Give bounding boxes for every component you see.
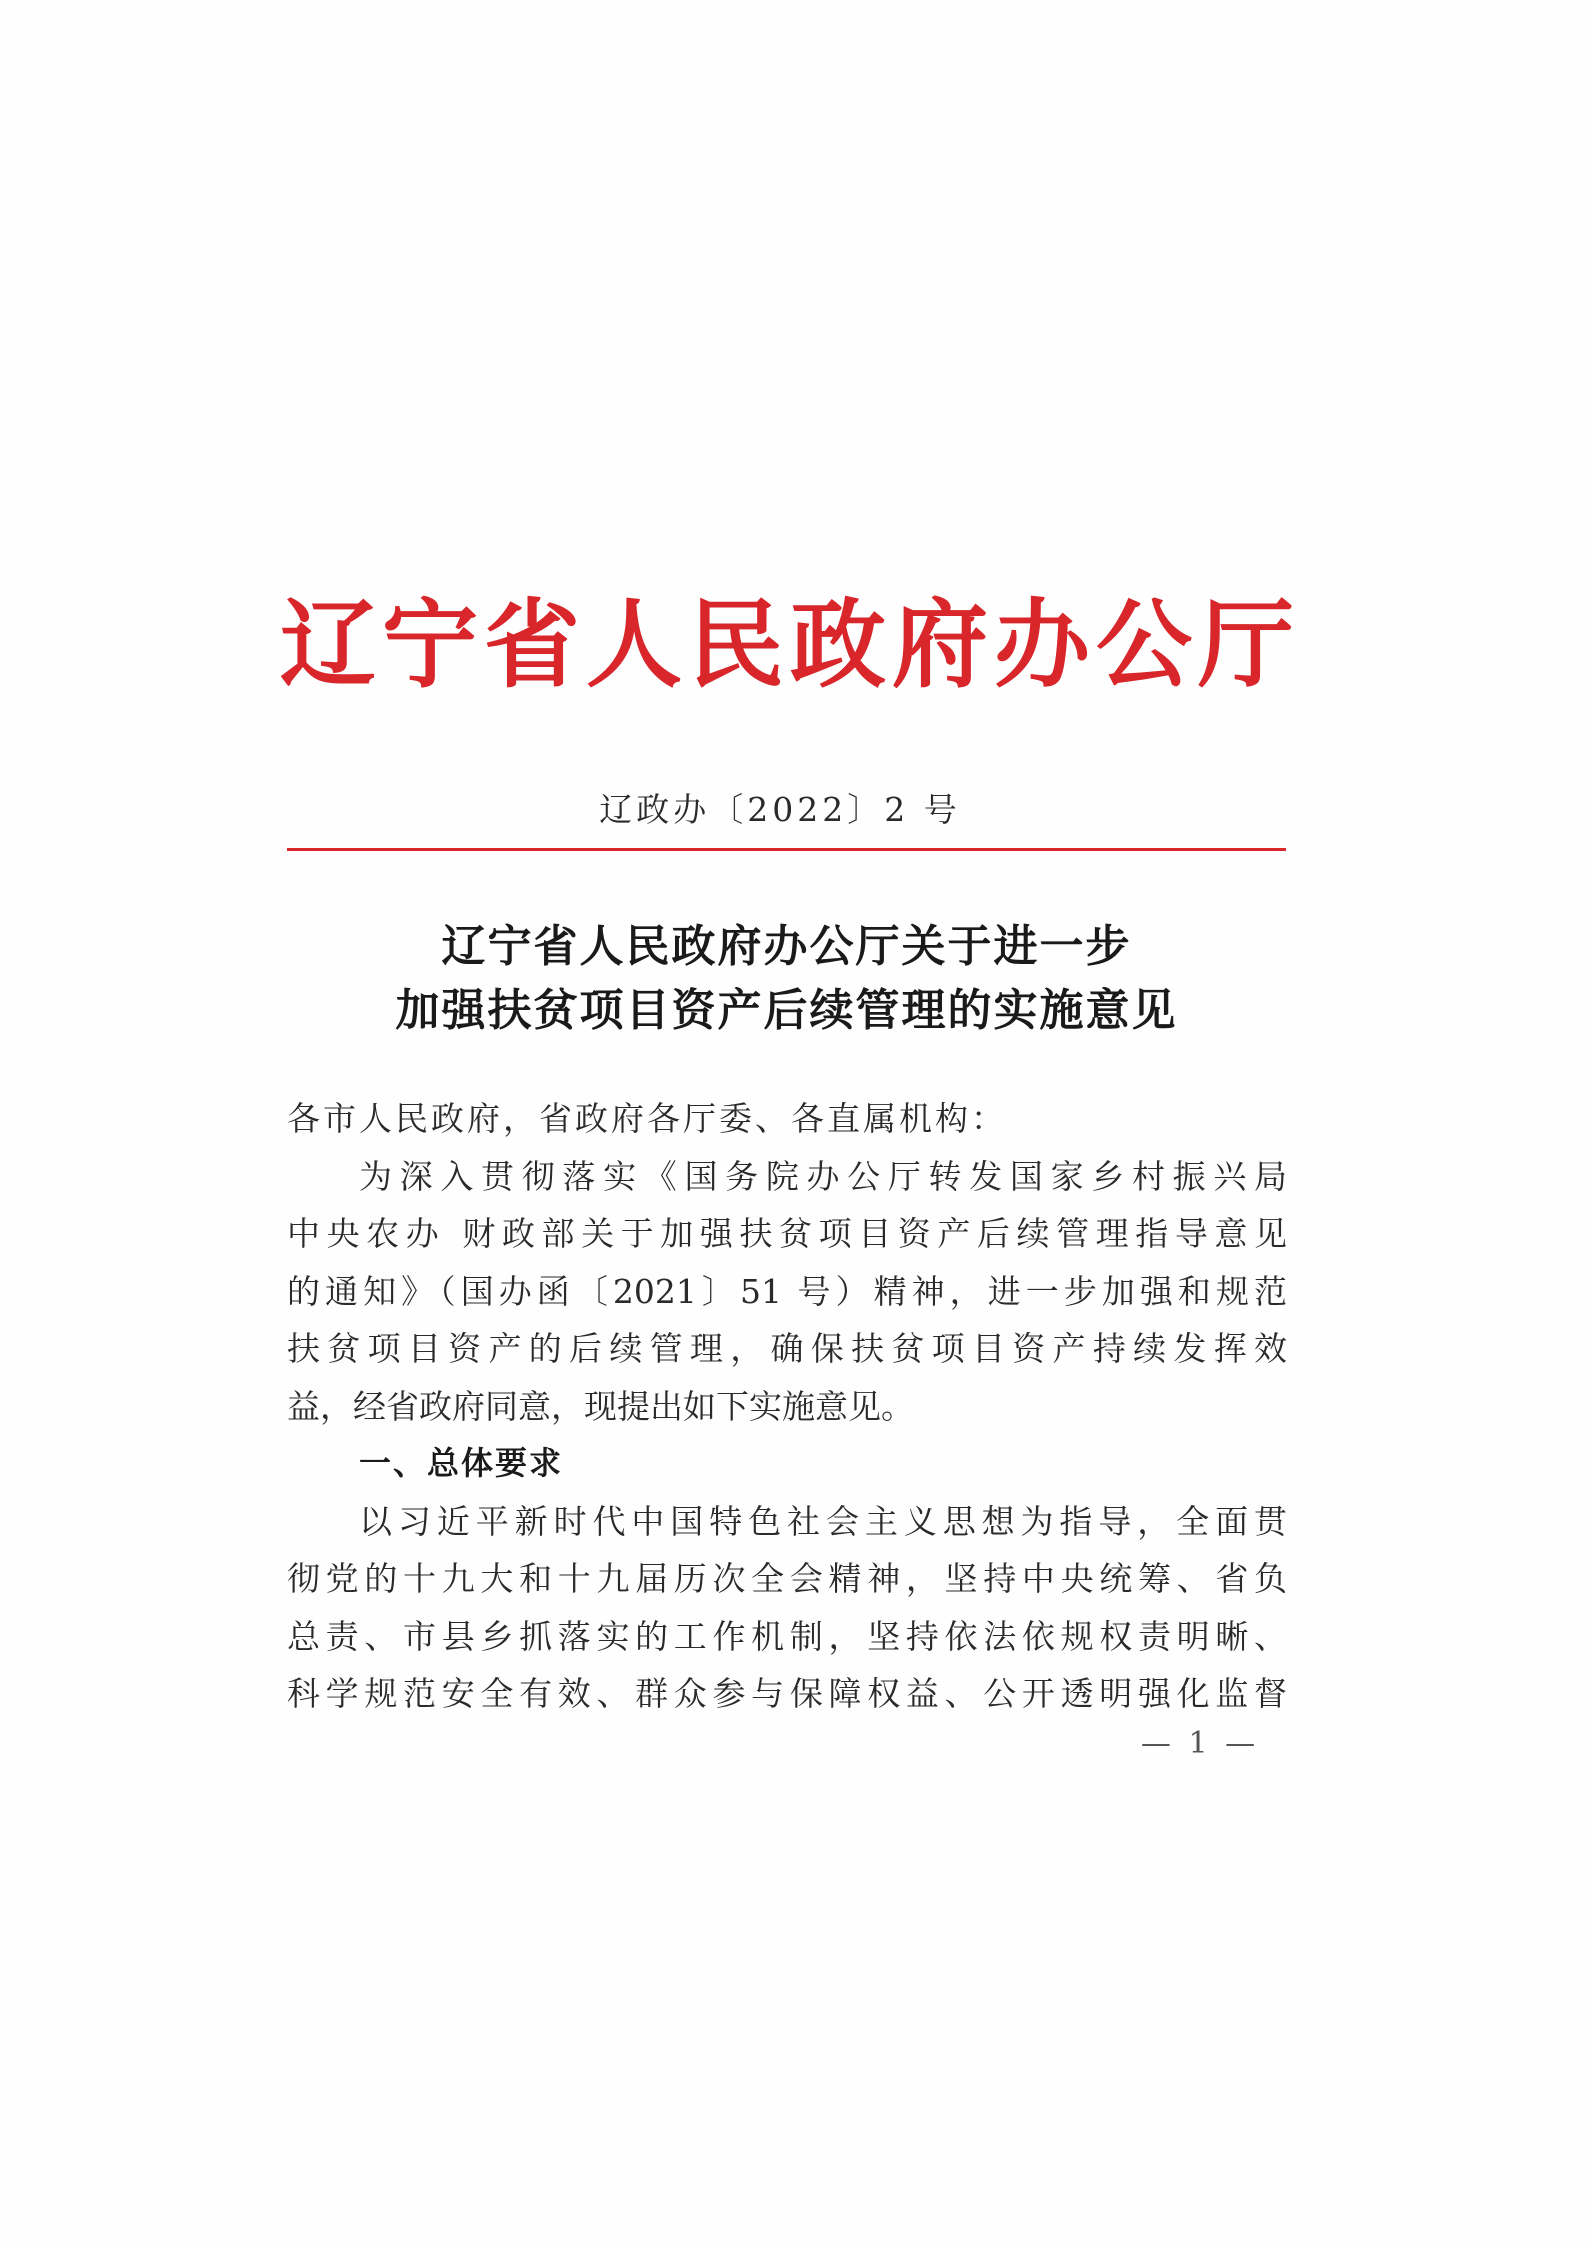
paragraph-line: 扶贫项目资产的后续管理，确保扶贫项目资产持续发挥效 (287, 1329, 1287, 1368)
section-heading: 一、总体要求 (359, 1444, 564, 1482)
paragraph-line: 为深入贯彻落实《国务院办公厅转发国家乡村振兴局 (359, 1156, 1287, 1196)
document-number: 辽政办〔2022〕2 号 (599, 790, 961, 829)
document-title-line: 辽宁省人民政府办公厅关于进一步 (441, 921, 1132, 972)
document-title (287, 915, 1286, 1043)
paragraph-line: 总责、市县乡抓落实的工作机制，坚持依法依规权责明晰、 (287, 1616, 1287, 1656)
paragraph-line: 的通知》（国办函〔2021〕51 号）精神，进一步加强和规范 (287, 1271, 1287, 1311)
paragraph-line: 中央农办 财政部关于加强扶贫项目资产后续管理指导意见 (287, 1214, 1287, 1253)
paragraph-line: 以习近平新时代中国特色社会主义思想为指导，全面贯 (359, 1501, 1287, 1541)
paragraph-line: 益，经省政府同意，现提出如下实施意见。 (287, 1386, 914, 1426)
salutation: 各市人民政府，省政府各厅委、各直属机构： (287, 1099, 1007, 1138)
document-title-line: 加强扶贫项目资产后续管理的实施意见 (395, 985, 1178, 1036)
page-number: — 1 — (1140, 1726, 1260, 1761)
issuing-organization-title: 辽宁省人民政府办公厅 (280, 588, 1300, 701)
red-separator-line (287, 848, 1286, 851)
paragraph-line: 彻党的十九大和十九届历次全会精神，坚持中央统筹、省负 (287, 1559, 1287, 1598)
document-body (287, 1090, 1287, 1723)
paragraph-line: 科学规范安全有效、群众参与保障权益、公开透明强化监督 (287, 1674, 1287, 1713)
